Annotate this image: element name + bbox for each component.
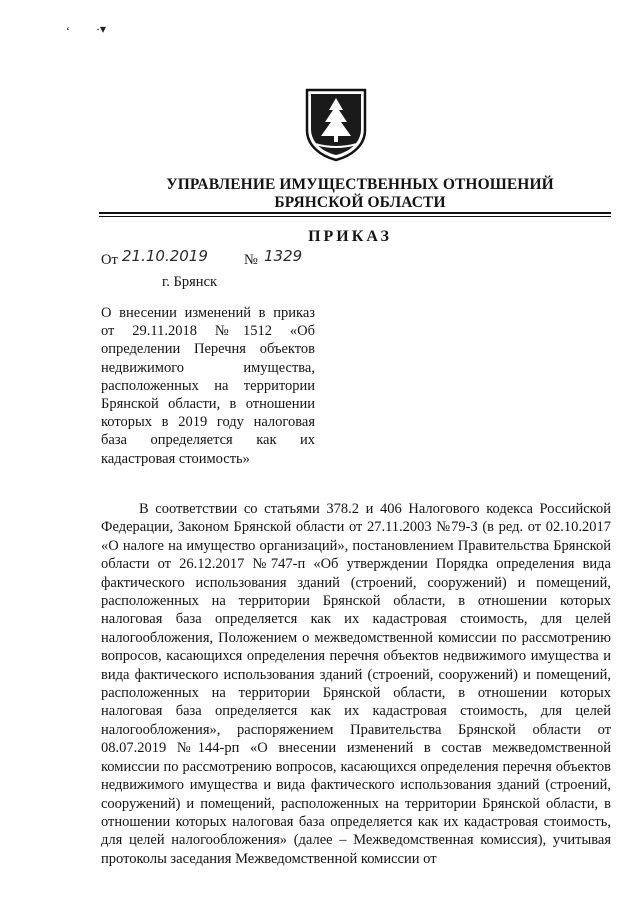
number-prefix: №	[244, 252, 258, 268]
handwritten-date: 21.10.2019	[122, 247, 208, 265]
org-name-line1: УПРАВЛЕНИЕ ИМУЩЕСТВЕННЫХ ОТНОШЕНИЙ	[166, 176, 554, 193]
header-divider-thick	[99, 212, 611, 214]
order-subject: О внесении изменений в приказ от 29.11.2018 №1512 «Об определении Перечня объектов недвижимого имущества, расположенных на территории Брянской области, в отношении которых в 2019 году налоговая база определяется как их кадастровая стоимость»	[101, 305, 315, 467]
scan-speck: ·▾	[96, 22, 107, 36]
header-divider-thin	[99, 216, 611, 217]
coat-of-arms-emblem	[301, 86, 371, 162]
document-type-title: ПРИКАЗ	[308, 228, 392, 245]
order-body-paragraph: В соответствии со статьями 378.2 и 406 Налогового кодекса Российской Федерации, Законом Брянской области от 27.11.2003 №79-З (в ред. от 02.10.2017 «О налоге на имущество организаций», постановлением Правительства Брянской области от 26.12.2017 №747-п «Об утверждении Порядка определения вида фактического использования зданий (строений, сооружений) и помещений, расположенных на территории Брянской области, в отношении которых налоговая база определяется как их кадастровая стоимость, для целей налогообложения, Положением о межведомственной комиссии по рассмотрению вопросов, касающихся определения перечня объектов недвижимого имущества и вида фактического использования зданий (строений, сооружений) и помещений, расположенных на территории Брянской области, в отношении которых налоговая база определяется как их кадастровая стоимость, для целей налогообложения», распоряжением Правительства Брянской области от 08.07.2019 №144-рп «О внесении изменений в состав межведомственной комиссии по рассмотрению вопросов, касающихся определения перечня объектов недвижимого имущества и вида фактического использования зданий (строений, сооружений) и помещений, расположенных на территории Брянской области, в отношении которых налоговая база определяется как их кадастровая стоимость, для целей налогообложения» (далее – Межведомственная комиссия), учитывая протоколы заседания Межведомственной комиссии от	[101, 501, 611, 867]
handwritten-number: 1329	[264, 247, 303, 265]
date-prefix: От	[101, 252, 118, 268]
scan-speck: ‘	[66, 24, 70, 38]
city: г. Брянск	[162, 274, 218, 290]
org-name-line2: БРЯНСКОЙ ОБЛАСТИ	[274, 194, 446, 211]
